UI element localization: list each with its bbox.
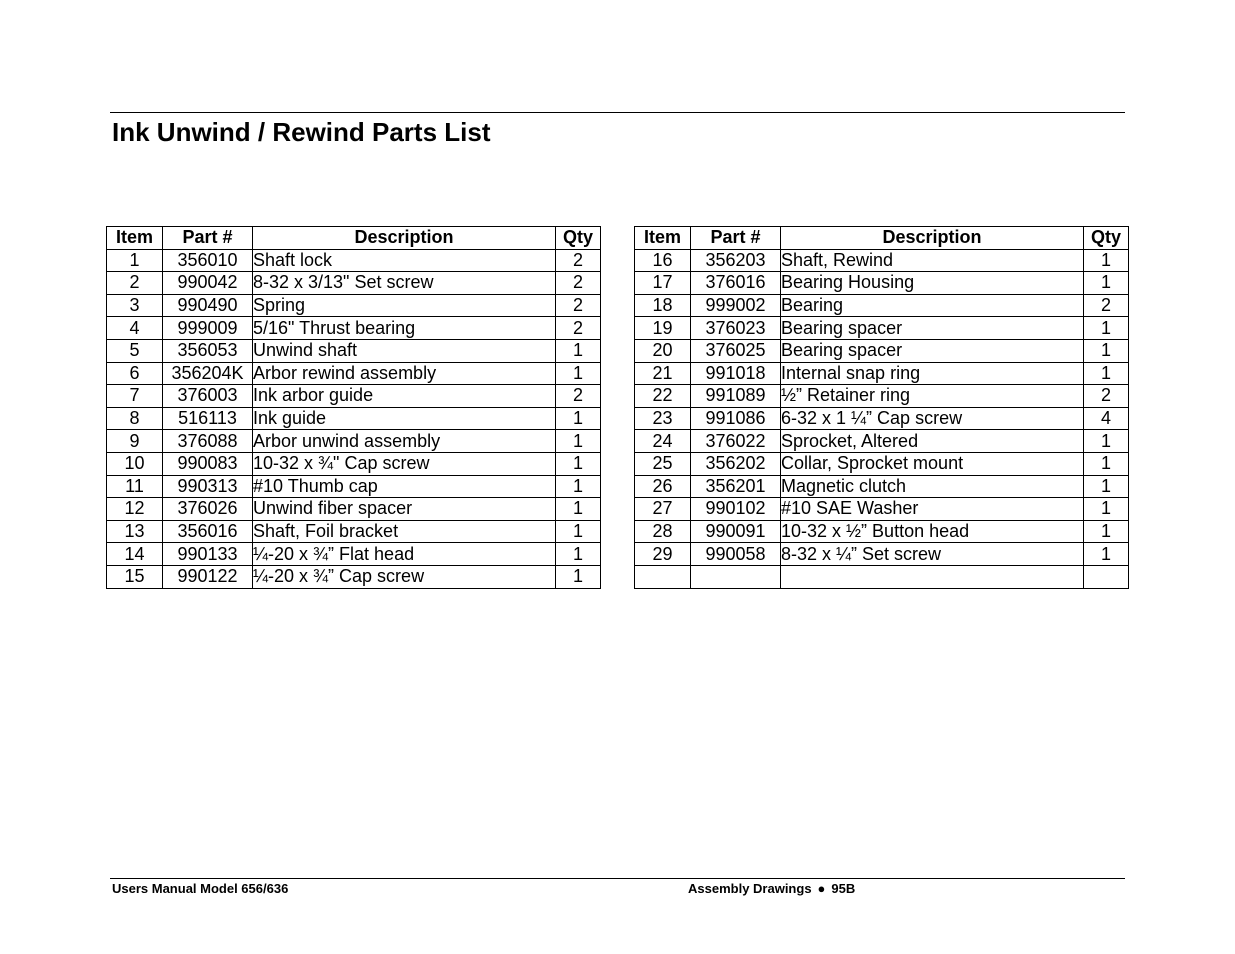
cell-qty: 4 [1084,407,1129,430]
table-row [107,249,601,272]
column-header-description: Description [253,227,556,250]
table-row [635,430,1129,453]
cell-item: 8 [107,407,163,430]
cell-part-number: 376088 [163,430,253,453]
cell-description: Shaft, Foil bracket [253,520,556,543]
cell-qty: 1 [1084,317,1129,340]
cell-description: Arbor unwind assembly [253,430,556,453]
table-row [635,385,1129,408]
cell-part-number: 991018 [691,362,781,385]
cell-part-number: 990313 [163,475,253,498]
footer-manual-title: Users Manual Model 656/636 [112,881,289,896]
column-header-qty: Qty [1084,227,1129,250]
cell-qty: 1 [1084,452,1129,475]
cell-qty: 1 [1084,249,1129,272]
cell-part-number: 376022 [691,430,781,453]
table-row [107,385,601,408]
cell-description: Collar, Sprocket mount [781,452,1084,475]
cell-item: 23 [635,407,691,430]
table-row [635,452,1129,475]
cell-qty: 2 [556,272,601,295]
parts-table-left-body [107,249,601,588]
cell-qty: 1 [556,475,601,498]
cell-part-number: 376026 [163,498,253,521]
table-row [107,362,601,385]
cell-qty: 1 [1084,339,1129,362]
cell-description: Ink arbor guide [253,385,556,408]
cell-item: 5 [107,339,163,362]
cell-part-number: 376003 [163,385,253,408]
cell-part-number: 356204K [163,362,253,385]
cell-description: 8-32 x 3/13" Set screw [253,272,556,295]
cell-qty: 2 [556,385,601,408]
column-header-part: Part # [691,227,781,250]
cell-item: 18 [635,294,691,317]
cell-item: 7 [107,385,163,408]
cell-part-number: 990058 [691,543,781,566]
cell-qty: 2 [556,294,601,317]
cell-item: 19 [635,317,691,340]
page-title: Ink Unwind / Rewind Parts List [112,117,491,147]
cell-description [781,565,1084,588]
table-row [635,272,1129,295]
table-row [107,452,601,475]
cell-qty: 2 [556,317,601,340]
cell-description: 10-32 x ¾" Cap screw [253,452,556,475]
cell-description: Shaft lock [253,249,556,272]
table-header-row [635,227,1129,250]
cell-description: Bearing Housing [781,272,1084,295]
column-header-description: Description [781,227,1084,250]
footer-page-info [688,881,855,896]
cell-part-number: 376016 [691,272,781,295]
table-row [635,520,1129,543]
cell-description: 6-32 x 1 ¼” Cap screw [781,407,1084,430]
cell-qty: 1 [556,565,601,588]
cell-item: 21 [635,362,691,385]
cell-part-number: 990042 [163,272,253,295]
cell-qty: 2 [1084,294,1129,317]
cell-qty: 1 [556,543,601,566]
cell-item: 27 [635,498,691,521]
cell-description: 10-32 x ½” Button head [781,520,1084,543]
cell-item: 13 [107,520,163,543]
footer-rule [110,878,1125,879]
cell-item: 11 [107,475,163,498]
cell-part-number: 990091 [691,520,781,543]
cell-item [635,565,691,588]
parts-table-left [106,226,601,589]
cell-description: #10 Thumb cap [253,475,556,498]
table-header-row [107,227,601,250]
table-row [107,565,601,588]
cell-description: ¼-20 x ¾” Cap screw [253,565,556,588]
cell-item: 6 [107,362,163,385]
cell-description: ½” Retainer ring [781,385,1084,408]
cell-part-number: 516113 [163,407,253,430]
table-row [107,498,601,521]
cell-item: 28 [635,520,691,543]
cell-part-number: 991086 [691,407,781,430]
table-row [107,407,601,430]
cell-part-number: 990133 [163,543,253,566]
cell-item: 15 [107,565,163,588]
table-row [635,498,1129,521]
cell-part-number: 356201 [691,475,781,498]
column-header-item: Item [635,227,691,250]
cell-part-number: 990083 [163,452,253,475]
table-row [635,249,1129,272]
cell-description: #10 SAE Washer [781,498,1084,521]
cell-qty: 2 [556,249,601,272]
cell-part-number: 376023 [691,317,781,340]
cell-description: Arbor rewind assembly [253,362,556,385]
cell-item: 2 [107,272,163,295]
column-header-qty: Qty [556,227,601,250]
cell-qty: 1 [556,452,601,475]
cell-qty: 1 [556,498,601,521]
cell-item: 1 [107,249,163,272]
cell-description: Spring [253,294,556,317]
cell-description: 5/16" Thrust bearing [253,317,556,340]
cell-description: Sprocket, Altered [781,430,1084,453]
table-row [635,475,1129,498]
table-row [635,339,1129,362]
column-header-item: Item [107,227,163,250]
cell-item: 24 [635,430,691,453]
table-row [107,339,601,362]
cell-item: 22 [635,385,691,408]
cell-description: Internal snap ring [781,362,1084,385]
cell-qty: 1 [1084,498,1129,521]
table-row [107,543,601,566]
column-header-part: Part # [163,227,253,250]
cell-item: 26 [635,475,691,498]
cell-item: 29 [635,543,691,566]
cell-qty: 1 [556,339,601,362]
table-row [107,294,601,317]
cell-description: Magnetic clutch [781,475,1084,498]
table-row [107,430,601,453]
cell-qty: 1 [1084,520,1129,543]
cell-description: Bearing spacer [781,339,1084,362]
cell-qty: 1 [1084,430,1129,453]
cell-part-number: 356202 [691,452,781,475]
cell-qty: 1 [556,362,601,385]
cell-description: Unwind shaft [253,339,556,362]
table-row [635,362,1129,385]
cell-item: 25 [635,452,691,475]
cell-qty: 1 [556,430,601,453]
cell-part-number: 376025 [691,339,781,362]
parts-table-right-body [635,249,1129,588]
cell-part-number: 356010 [163,249,253,272]
cell-qty: 1 [1084,362,1129,385]
footer-bullet: ● [817,881,826,896]
cell-item: 4 [107,317,163,340]
cell-description: ¼-20 x ¾” Flat head [253,543,556,566]
table-row [107,520,601,543]
cell-qty: 1 [1084,272,1129,295]
cell-part-number: 999009 [163,317,253,340]
table-row [635,294,1129,317]
header-rule [110,112,1125,113]
cell-part-number: 991089 [691,385,781,408]
table-row [635,543,1129,566]
cell-item: 14 [107,543,163,566]
parts-table-right [634,226,1129,589]
cell-description: 8-32 x ¼” Set screw [781,543,1084,566]
cell-qty: 1 [556,520,601,543]
cell-item: 10 [107,452,163,475]
cell-qty: 1 [1084,475,1129,498]
cell-item: 16 [635,249,691,272]
table-row [635,407,1129,430]
cell-description: Unwind fiber spacer [253,498,556,521]
cell-part-number: 990122 [163,565,253,588]
footer-section: Assembly Drawings [688,881,812,896]
cell-part-number: 356053 [163,339,253,362]
cell-part-number [691,565,781,588]
cell-part-number: 356203 [691,249,781,272]
cell-qty: 2 [1084,385,1129,408]
cell-item: 12 [107,498,163,521]
cell-item: 3 [107,294,163,317]
cell-part-number: 356016 [163,520,253,543]
cell-description: Bearing [781,294,1084,317]
table-row [107,272,601,295]
cell-part-number: 990102 [691,498,781,521]
cell-part-number: 990490 [163,294,253,317]
cell-qty [1084,565,1129,588]
table-row [107,317,601,340]
table-row [635,317,1129,340]
footer-page-number: 95B [831,881,856,896]
cell-qty: 1 [556,407,601,430]
cell-description: Shaft, Rewind [781,249,1084,272]
cell-qty: 1 [1084,543,1129,566]
table-row [635,565,1129,588]
cell-description: Ink guide [253,407,556,430]
cell-part-number: 999002 [691,294,781,317]
cell-description: Bearing spacer [781,317,1084,340]
cell-item: 20 [635,339,691,362]
table-row [107,475,601,498]
cell-item: 17 [635,272,691,295]
cell-item: 9 [107,430,163,453]
